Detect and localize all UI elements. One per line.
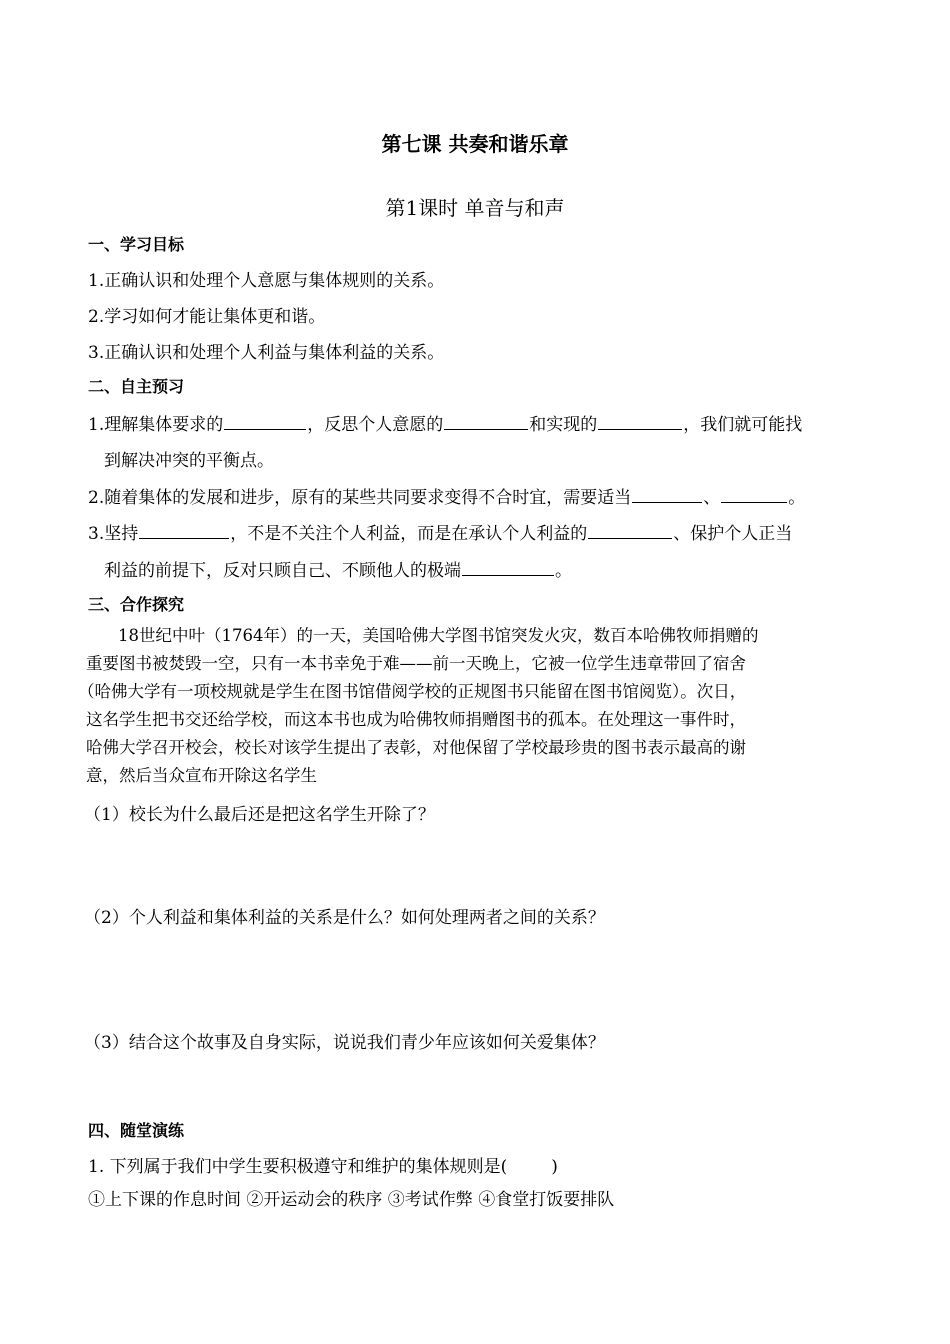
- fill-blank[interactable]: [444, 414, 528, 430]
- text-segment: ，不是不关注个人利益，而是在承认个人利益的: [230, 524, 588, 544]
- section-heading-preview: 二、自主预习: [88, 377, 185, 396]
- text-segment: ，反思个人意愿的: [307, 415, 444, 435]
- lesson-subtitle: 第1课时 单音与和声: [385, 196, 565, 220]
- fill-blank[interactable]: [632, 487, 702, 503]
- text-segment: 1.理解集体要求的: [88, 415, 224, 435]
- discussion-question-2: （2）个人利益和集体利益的关系是什么？如何处理两者之间的关系？: [84, 908, 605, 928]
- text-segment: 和实现的: [529, 415, 598, 435]
- section-heading-practice: 四、随堂演练: [88, 1121, 185, 1140]
- story-line: 意，然后当众宣布开除这名学生: [86, 766, 317, 785]
- preview-question-2: [88, 483, 805, 508]
- practice-question-1-options: ①上下课的作息时间 ②开运动会的秩序 ③考试作弊 ④食堂打饭要排队: [88, 1190, 615, 1210]
- section-heading-objectives: 一、学习目标: [88, 235, 185, 254]
- fill-blank[interactable]: [224, 414, 306, 430]
- discussion-question-3: （3）结合这个故事及自身实际，说说我们青少年应该如何关爱集体？: [84, 1033, 605, 1053]
- objective-item-3: 3.正确认识和处理个人利益与集体利益的关系。: [88, 343, 445, 363]
- story-line: 这名学生把书交还给学校，而这本书也成为哈佛牧师捐赠图书的孤本。在处理这一事件时，: [86, 710, 746, 729]
- story-line: 重要图书被焚毁一空，只有一本书幸免于难——前一天晚上，它被一位学生违章带回了宿舍: [86, 654, 746, 673]
- text-segment: 2.随着集体的发展和进步，原有的某些共同要求变得不合时宜，需要适当: [88, 488, 632, 508]
- objective-item-2: 2.学习如何才能让集体更和谐。: [88, 307, 326, 327]
- preview-question-3-cont: [104, 556, 572, 581]
- text-segment: 、保护个人正当: [673, 524, 793, 544]
- story-paragraph: [78, 622, 876, 790]
- story-line: （哈佛大学有一项校规就是学生在图书馆借阅学校的正规图书只能留在图书馆阅览）。次日，: [78, 682, 747, 701]
- text-segment: 。: [555, 561, 572, 581]
- text-segment: 利益的前提下，反对只顾自己、不顾他人的极端: [104, 561, 461, 581]
- preview-question-1-cont: 到解决冲突的平衡点。: [104, 451, 274, 471]
- fill-blank[interactable]: [139, 523, 229, 539]
- text-segment: ，我们就可能找: [683, 415, 803, 435]
- discussion-question-1: （1）校长为什么最后还是把这名学生开除了？: [84, 805, 435, 825]
- text-segment: 。: [788, 488, 806, 508]
- section-heading-cooperative: 三、合作探究: [88, 595, 185, 614]
- preview-question-1: [88, 410, 802, 435]
- fill-blank[interactable]: [598, 414, 682, 430]
- objective-item-1: 1.正确认识和处理个人意愿与集体规则的关系。: [88, 271, 445, 291]
- practice-question-1: [88, 1152, 558, 1177]
- text-segment: ): [551, 1157, 558, 1177]
- text-segment: 、: [703, 488, 721, 508]
- story-line: 哈佛大学召开校会，校长对该学生提出了表彰，对他保留了学校最珍贵的图书表示最高的谢: [86, 738, 746, 757]
- preview-question-3: [88, 519, 792, 544]
- lesson-title: 第七课 共奏和谐乐章: [381, 132, 569, 156]
- fill-blank[interactable]: [721, 487, 787, 503]
- story-line: 18世纪中叶（1764年）的一天，美国哈佛大学图书馆突发火灾，数百本哈佛牧师捐赠的: [118, 626, 759, 645]
- fill-blank[interactable]: [588, 523, 672, 539]
- text-segment: 1. 下列属于我们中学生要积极遵守和维护的集体规则是(: [88, 1157, 508, 1177]
- text-segment: 3.坚持: [88, 524, 139, 544]
- fill-blank[interactable]: [462, 560, 554, 576]
